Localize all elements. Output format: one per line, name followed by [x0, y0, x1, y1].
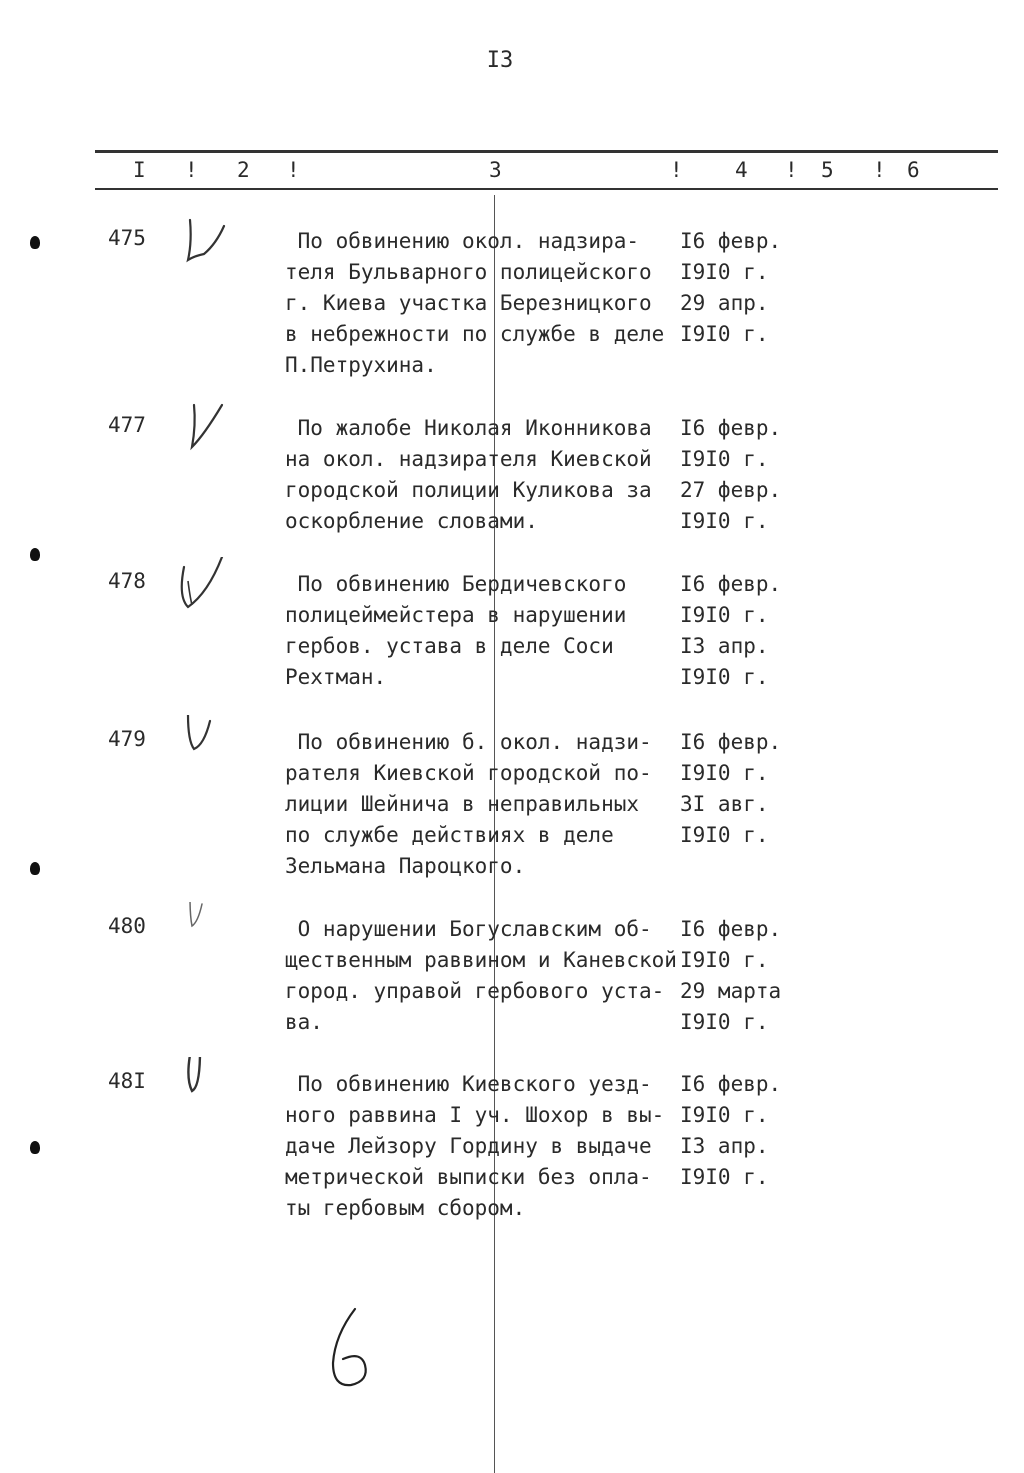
check-mark-icon — [178, 401, 236, 463]
entry-number: 475 — [108, 226, 146, 250]
header-sep: ! — [785, 158, 798, 182]
binding-hole-icon — [30, 862, 40, 875]
entry-number: 477 — [108, 413, 146, 437]
header-sep: ! — [873, 158, 886, 182]
check-mark-icon — [178, 214, 236, 276]
binding-hole-icon — [30, 236, 40, 249]
page-number: I3 — [486, 48, 514, 73]
entry-number: 479 — [108, 727, 146, 751]
header-sep: ! — [185, 158, 198, 182]
header-col-4: 4 — [735, 158, 748, 182]
binding-hole-icon — [30, 548, 40, 561]
entry-dates: I6 февр. I9I0 г. 3I авг. I9I0 г. — [680, 730, 782, 847]
entry-dates: I6 февр. I9I0 г. I3 апр. I9I0 г. — [680, 1072, 782, 1189]
check-mark-icon — [178, 557, 236, 619]
check-mark-icon — [178, 715, 236, 777]
entry-number: 480 — [108, 914, 146, 938]
header-col-6: 6 — [907, 158, 920, 182]
table-bottom-rule — [95, 188, 998, 190]
entry-number: 48I — [108, 1069, 146, 1093]
header-sep: ! — [670, 158, 683, 182]
entry-number: 478 — [108, 569, 146, 593]
entry-description: По обвинению б. окол. надзи- рателя Киевской городской по- лиции Шейнича в неправильных по службе действиях в деле Зельмана Пароцкого. — [285, 730, 652, 878]
entry-dates: I6 февр. I9I0 г. I3 апр. I9I0 г. — [680, 572, 782, 689]
entry-description: По обвинению Бердичевского полицеймейстера в нарушении гербов. устава в деле Соси Рехтман. — [285, 572, 627, 689]
entry-description: По обвинению Киевского уезд- ного раввина I уч. Шохор в вы- даче Лейзору Гордину в выдаче метрической выписки без опла- ты гербовым сбором. — [285, 1072, 665, 1220]
entry-dates: I6 февр. I9I0 г. 29 апр. I9I0 г. — [680, 229, 782, 346]
header-col-5: 5 — [821, 158, 834, 182]
header-col-1: I — [133, 158, 146, 182]
header-sep: ! — [287, 158, 300, 182]
entry-dates: I6 февр. I9I0 г. 29 марта I9I0 г. — [680, 917, 782, 1034]
entry-description: О нарушении Богуславским об- щественным раввином и Каневской город. управой гербового уста- ва. — [285, 917, 677, 1034]
binding-hole-icon — [30, 1141, 40, 1154]
check-mark-icon — [178, 1057, 236, 1119]
entry-description: По жалобе Николая Иконникова на окол. надзирателя Киевской городской полиции Куликова за оскорбление словами. — [285, 416, 652, 533]
check-mark-icon — [178, 902, 236, 964]
table-top-rule — [95, 150, 998, 153]
header-col-2: 2 — [237, 158, 250, 182]
entry-dates: I6 февр. I9I0 г. 27 февр. I9I0 г. — [680, 416, 782, 533]
header-col-3: 3 — [489, 158, 502, 182]
handwritten-sheet-number — [325, 1305, 385, 1395]
entry-description: По обвинению окол. надзира- теля Бульварного полицейского г. Киева участка Березницкого в небрежности по службе в деле П.Петрухина. — [285, 229, 665, 377]
